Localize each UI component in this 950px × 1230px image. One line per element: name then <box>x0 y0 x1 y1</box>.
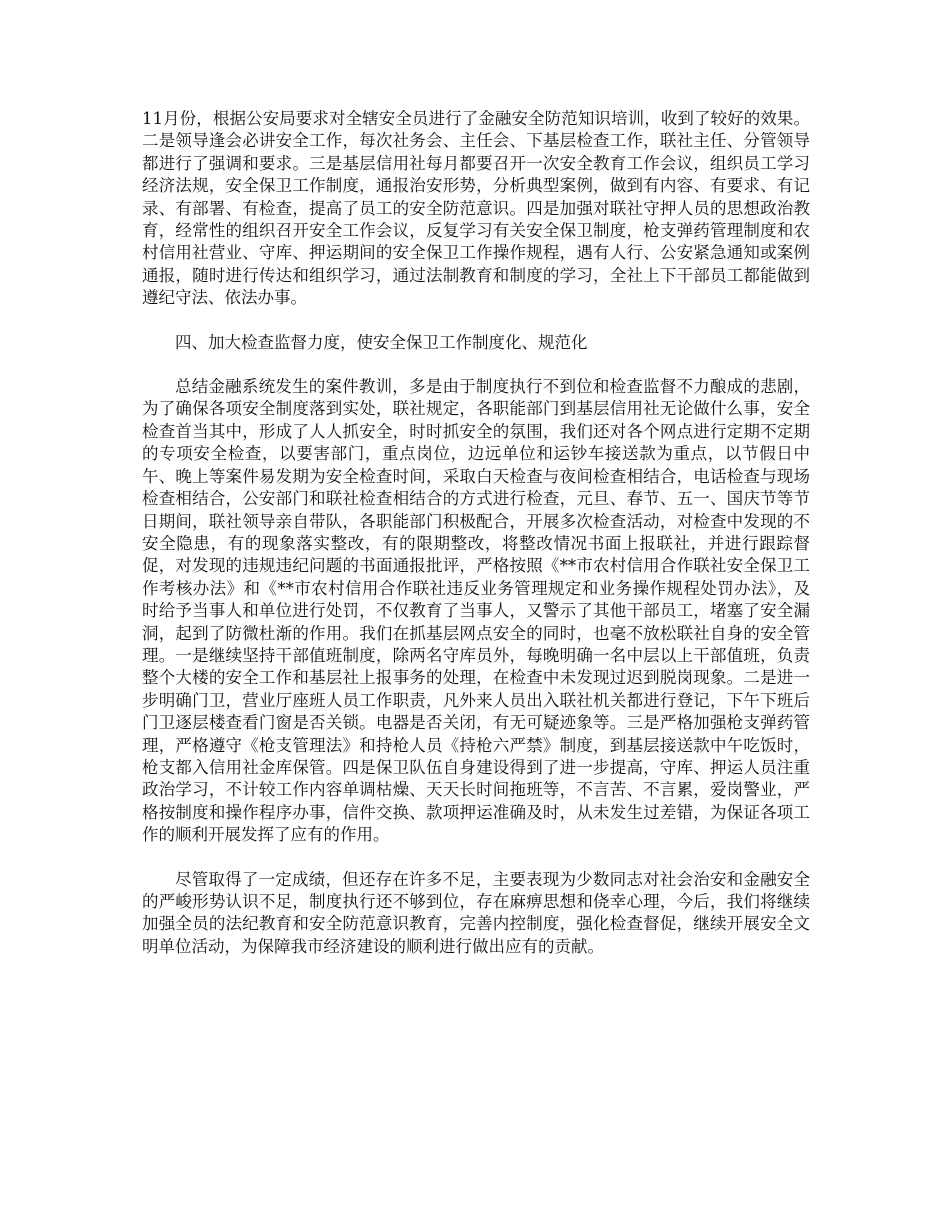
paragraph-training-summary: 11月份，根据公安局要求对全辖安全员进行了金融安全防范知识培训，收到了较好的效果。二是领导逢会必讲安全工作，每次社务会、主任会、下基层检查工作，联社主任、分管领导都进行了强调和要求。三是基层信用社每月都要召开一次安全教育工作会议，组织员工学习经济法规，安全保卫工作制度，通报治安形势，分析典型案例，做到有内容、有要求、有记录、有部署、有检查，提高了员工的安全防范意识。四是加强对联社守押人员的思想政治教育，经常性的组织召开安全工作会议，反复学习有关安全保卫制度，枪支弹药管理制度和农村信用社营业、守库、押运期间的安全保卫工作操作规程，遇有人行、公安紧急通知或案例通报，随时进行传达和组织学习，通过法制教育和制度的学习，全社上下干部员工都能做到遵纪守法、依法办事。 <box>142 109 810 308</box>
paragraph-inspection: 总结金融系统发生的案件教训，多是由于制度执行不到位和检查监督不力酿成的悲剧，为了确保各项安全制度落到实处，联社规定，各职能部门到基层信用社无论做什么事，安全检查首当其中，形成了人人抓安全，时时抓安全的氛围，我们还对各个网点进行定期不定期的专项安全检查，以要害部门，重点岗位，边远单位和运钞车接送款为重点，以节假日中午、晚上等案件易发期为安全检查时间，采取白天检查与夜间检查相结合，电话检查与现场检查相结合，公安部门和联社检查相结合的方式进行检查，元旦、春节、五一、国庆节等节日期间，联社领导亲自带队，各职能部门积极配合，开展多次检查活动，对检查中发现的不安全隐患，有的现象落实整改，有的限期整改，将整改情况书面上报联社，并进行跟踪督促，对发现的违规违纪问题的书面通报批评，严格按照《**市农村信用合作联社安全保卫工作考核办法》和《**市农村信用合作联社违反业务管理规定和业务操作规程处罚办法》，及时给予当事人和单位进行处罚，不仅教育了当事人，又警示了其他干部员工，堵塞了安全漏洞，起到了防微杜渐的作用。我们在抓基层网点安全的同时，也毫不放松联社自身的安全管理。一是继续坚持干部值班制度，除两名守库员外，每晚明确一名中层以上干部值班，负责整个大楼的安全工作和基层社上报事务的处理，在检查中未发现过迟到脱岗现象。二是进一步明确门卫，营业厅座班人员工作职责，凡外来人员出入联社机关都进行登记，下午下班后门卫逐层楼查看门窗是否关锁。电器是否关闭，有无可疑迹象等。三是严格加强枪支弹药管理，严格遵守《枪支管理法》和持枪人员《持枪六严禁》制度，到基层接送款中午吃饭时，枪支都入信用社金库保管。四是保卫队伍自身建设得到了进一步提高，守库、押运人员注重政治学习，不计较工作内容单调枯燥、天天长时间拖班等，不言苦、不言累，爱岗警业，严格按制度和操作程序办事，信件交换、款项押运准确及时，从未发生过差错，为保证各项工作的顺利开展发挥了应有的作用。 <box>142 377 810 845</box>
paragraph-conclusion: 尽管取得了一定成绩，但还存在许多不足，主要表现为少数同志对社会治安和金融安全的严峻形势认识不足，制度执行还不够到位，存在麻痹思想和侥幸心理，今后，我们将继续加强全员的法纪教育和安全防范意识教育，完善内控制度，强化检查督促，继续开展安全文明单位活动，为保障我市经济建设的顺利进行做出应有的贡献。 <box>142 869 810 956</box>
document-body <box>142 108 810 980</box>
section-heading: 四、加大检查监督力度，使安全保卫工作制度化、规范化 <box>175 332 588 352</box>
